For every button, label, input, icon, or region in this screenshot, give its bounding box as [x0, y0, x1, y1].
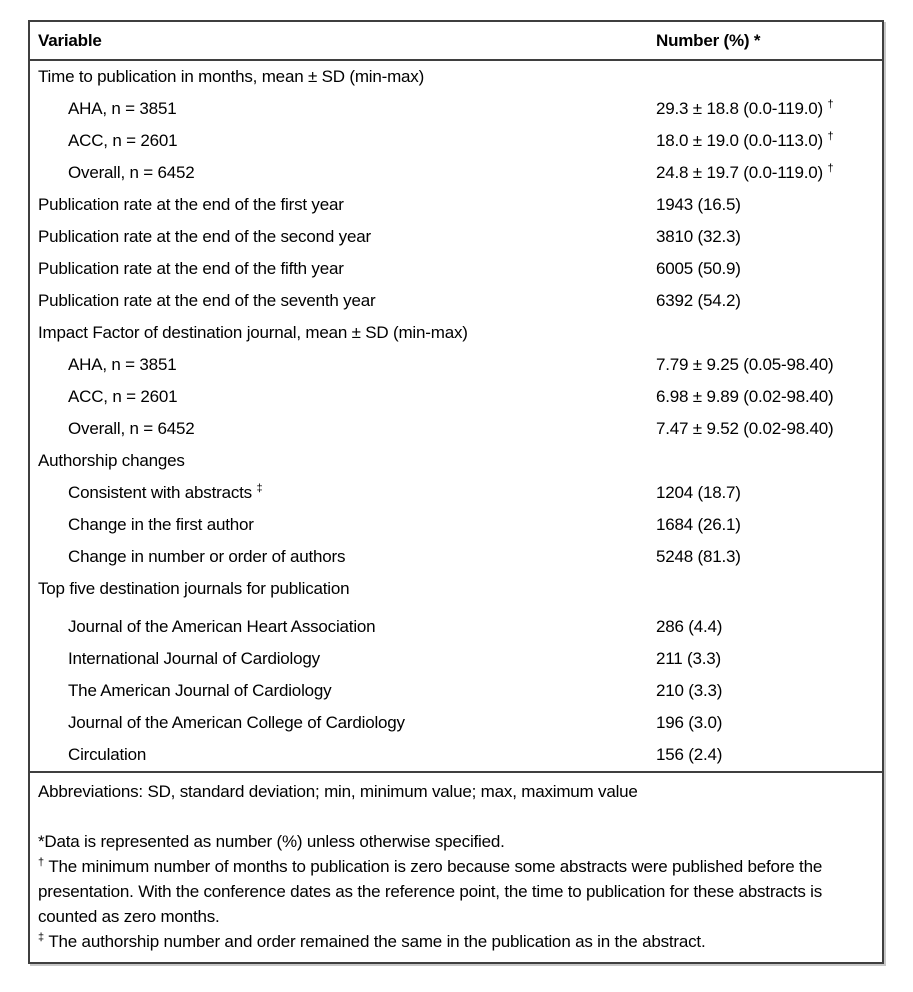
- table-row: [29, 509, 883, 541]
- row-value-cell: [656, 605, 883, 643]
- row-label-cell: [29, 381, 656, 413]
- footnote-line: [38, 804, 874, 829]
- row-label-cell: [29, 317, 656, 349]
- row-value-cell: [656, 413, 883, 445]
- row-value: 6.98 ± 9.89 (0.02-98.40): [656, 387, 834, 406]
- table-row: [29, 675, 883, 707]
- row-label-cell: [29, 739, 656, 772]
- row-value: 7.47 ± 9.52 (0.02-98.40): [656, 419, 834, 438]
- table-footnotes-row: [29, 772, 883, 963]
- row-value: 18.0 ± 19.0 (0.0-113.0): [656, 131, 823, 150]
- row-label: Top five destination journals for publication: [38, 579, 350, 598]
- row-value: 6005 (50.9): [656, 259, 741, 278]
- publication-stats-table: [28, 20, 884, 964]
- row-value-cell: [656, 643, 883, 675]
- row-value-cell: [656, 707, 883, 739]
- row-value: 1684 (26.1): [656, 515, 741, 534]
- table-row: [29, 253, 883, 285]
- table-row: [29, 739, 883, 772]
- table-section-row: [29, 445, 883, 477]
- footnote-marker: †: [38, 856, 45, 869]
- table-row: [29, 477, 883, 509]
- row-label-cell: [29, 285, 656, 317]
- row-label: Journal of the American Heart Association: [68, 617, 376, 636]
- row-value-cell: [656, 125, 883, 157]
- table-header-row: [29, 21, 883, 60]
- row-value-cell: [656, 157, 883, 189]
- row-label: Publication rate at the end of the second year: [38, 227, 371, 246]
- row-value: 5248 (81.3): [656, 547, 741, 566]
- row-value: 6392 (54.2): [656, 291, 741, 310]
- footnote-line: [38, 929, 874, 954]
- row-value: 196 (3.0): [656, 713, 723, 732]
- row-label: AHA, n = 3851: [68, 355, 177, 374]
- table-row: [29, 413, 883, 445]
- row-label: Publication rate at the end of the fifth year: [38, 259, 344, 278]
- table-footnotes: [29, 772, 883, 963]
- row-label: Change in the first author: [68, 515, 254, 534]
- row-value-cell: [656, 93, 883, 125]
- row-label: ACC, n = 2601: [68, 387, 178, 406]
- table-row: [29, 605, 883, 643]
- table-body: [29, 60, 883, 772]
- row-value: 29.3 ± 18.8 (0.0-119.0): [656, 99, 823, 118]
- row-value-cell: [656, 189, 883, 221]
- row-value-cell: [656, 675, 883, 707]
- table-row: [29, 189, 883, 221]
- row-label: International Journal of Cardiology: [68, 649, 320, 668]
- row-label-cell: [29, 509, 656, 541]
- row-value: 210 (3.3): [656, 681, 723, 700]
- row-value-cell: [656, 541, 883, 573]
- footnote-text: *Data is represented as number (%) unless otherwise specified.: [38, 832, 505, 851]
- table-row: [29, 125, 883, 157]
- table-section-row: [29, 573, 883, 605]
- row-label: Overall, n = 6452: [68, 163, 195, 182]
- row-value-cell: [656, 573, 883, 605]
- table-row: [29, 93, 883, 125]
- row-label: Circulation: [68, 745, 147, 764]
- row-label: Publication rate at the end of the first year: [38, 195, 344, 214]
- row-value-cell: [656, 253, 883, 285]
- row-value-cell: [656, 445, 883, 477]
- row-label-cell: [29, 125, 656, 157]
- row-label-cell: [29, 605, 656, 643]
- footnote-marker: †: [827, 98, 834, 111]
- row-value: 1943 (16.5): [656, 195, 741, 214]
- row-label: Authorship changes: [38, 451, 185, 470]
- row-value-cell: [656, 285, 883, 317]
- row-value-cell: [656, 381, 883, 413]
- table-section-row: [29, 60, 883, 93]
- row-label: Overall, n = 6452: [68, 419, 195, 438]
- table-row: [29, 285, 883, 317]
- row-label-cell: [29, 189, 656, 221]
- footnote-text: The minimum number of months to publication is zero because some abstracts were published before the presentation. With the conference dates as the reference point, the time to publication for these abstracts is counted as zero months.: [38, 857, 823, 926]
- footnote-line: [38, 854, 874, 929]
- row-value: 24.8 ± 19.7 (0.0-119.0): [656, 163, 823, 182]
- row-label-cell: [29, 60, 656, 93]
- footnote-marker: ‡: [256, 482, 263, 495]
- row-label: Consistent with abstracts: [68, 483, 252, 502]
- row-value: 156 (2.4): [656, 745, 723, 764]
- footnote-line: [38, 829, 874, 854]
- table-row: [29, 157, 883, 189]
- footnote-text: The authorship number and order remained the same in the publication as in the abstract.: [48, 932, 706, 951]
- row-label-cell: [29, 643, 656, 675]
- row-label-cell: [29, 707, 656, 739]
- row-label: Publication rate at the end of the seventh year: [38, 291, 376, 310]
- row-label-cell: [29, 445, 656, 477]
- row-value-cell: [656, 317, 883, 349]
- table-section-row: [29, 317, 883, 349]
- column-header-number: Number (%) *: [656, 21, 883, 60]
- table-row: [29, 349, 883, 381]
- row-value-cell: [656, 60, 883, 93]
- row-value: 211 (3.3): [656, 649, 721, 668]
- row-label-cell: [29, 253, 656, 285]
- row-label-cell: [29, 413, 656, 445]
- row-value-cell: [656, 221, 883, 253]
- row-label: Impact Factor of destination journal, mean ± SD (min-max): [38, 323, 468, 342]
- table-row: [29, 707, 883, 739]
- row-label: ACC, n = 2601: [68, 131, 178, 150]
- row-value: 1204 (18.7): [656, 483, 741, 502]
- row-label-cell: [29, 675, 656, 707]
- row-value: 7.79 ± 9.25 (0.05-98.40): [656, 355, 834, 374]
- row-value: 3810 (32.3): [656, 227, 741, 246]
- row-label: AHA, n = 3851: [68, 99, 177, 118]
- row-value-cell: [656, 739, 883, 772]
- column-header-variable: Variable: [29, 21, 656, 60]
- row-label-cell: [29, 93, 656, 125]
- footnote-marker: ‡: [38, 931, 45, 944]
- row-label: Change in number or order of authors: [68, 547, 346, 566]
- row-label-cell: [29, 541, 656, 573]
- row-label: Time to publication in months, mean ± SD (min-max): [38, 67, 425, 86]
- footnote-line: [38, 779, 874, 804]
- row-label-cell: [29, 477, 656, 509]
- table-row: [29, 541, 883, 573]
- row-label-cell: [29, 221, 656, 253]
- row-label-cell: [29, 573, 656, 605]
- footnote-marker: †: [827, 130, 834, 143]
- row-label: The American Journal of Cardiology: [68, 681, 332, 700]
- footnote-text: Abbreviations: SD, standard deviation; min, minimum value; max, maximum value: [38, 782, 638, 801]
- footnote-marker: †: [827, 162, 834, 175]
- row-value-cell: [656, 509, 883, 541]
- row-value-cell: [656, 477, 883, 509]
- row-value-cell: [656, 349, 883, 381]
- table-row: [29, 221, 883, 253]
- row-label: Journal of the American College of Cardiology: [68, 713, 405, 732]
- row-label-cell: [29, 157, 656, 189]
- row-label-cell: [29, 349, 656, 381]
- table-row: [29, 643, 883, 675]
- row-value: 286 (4.4): [656, 617, 723, 636]
- table-row: [29, 381, 883, 413]
